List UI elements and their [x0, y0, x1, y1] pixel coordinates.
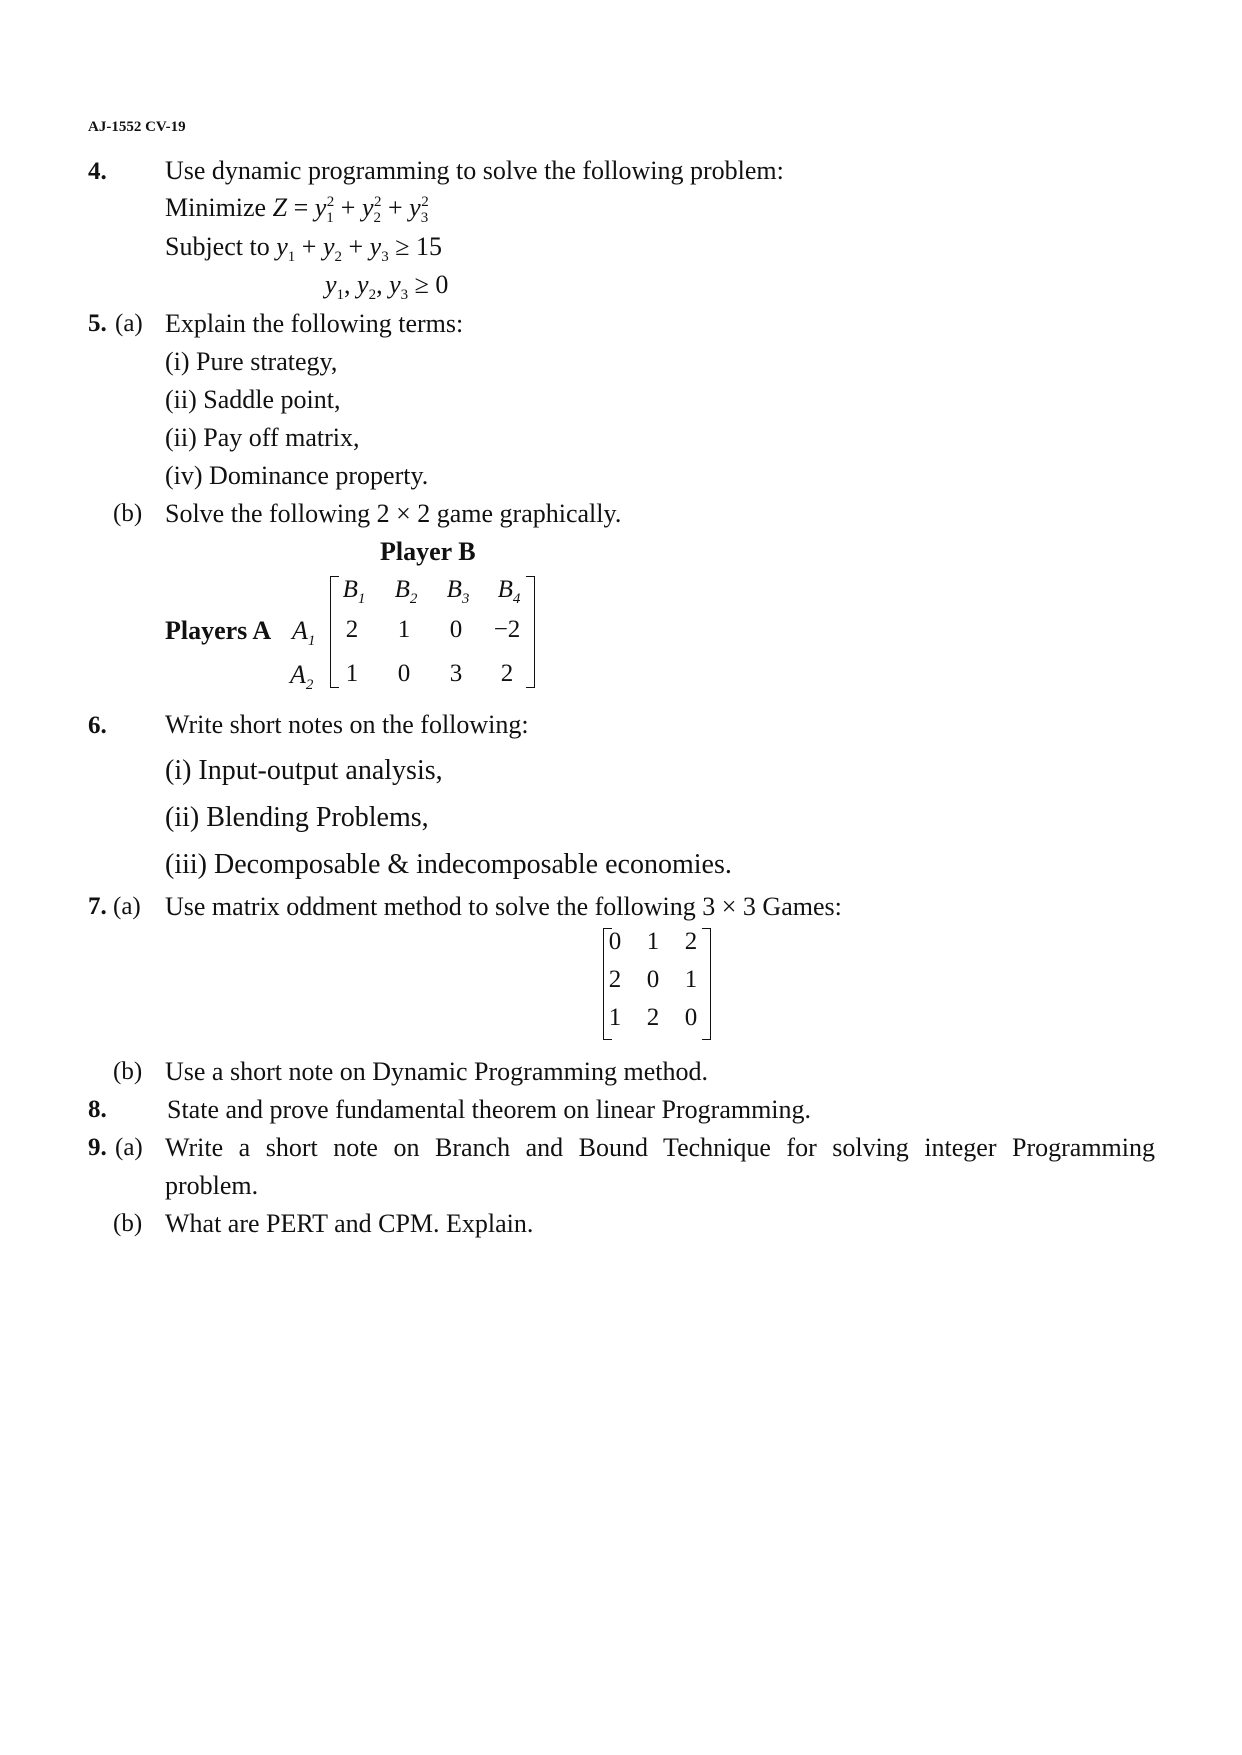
- q5b-text: Solve the following 2 × 2 game graphically.: [165, 499, 622, 528]
- q7a-label: (a): [113, 893, 141, 920]
- q7a-text: Use matrix oddment method to solve the following 3 × 3 Games:: [165, 892, 842, 921]
- payoff-cell: 2: [345, 616, 359, 643]
- player-b-label: Player B: [380, 537, 476, 566]
- q9a-text-line2: problem.: [165, 1171, 259, 1200]
- nonneg-rhs: ≥ 0: [414, 270, 449, 299]
- q6-text: Write short notes on the following:: [165, 710, 529, 739]
- q4-nonnegativity: $y_1$, $y_2$, $y_3 \ge 0$: [325, 270, 449, 304]
- q9a-text-line1: Write a short note on Branch and Bound Technique for solving integer Programming: [165, 1133, 1155, 1162]
- game-cell: 1: [608, 1004, 622, 1031]
- paper-code: AJ-1552 CV-19: [88, 119, 186, 135]
- q5a-text: Explain the following terms:: [165, 309, 464, 338]
- game-cell: 2: [684, 928, 698, 955]
- row-head-a1: $A_1$: [292, 616, 316, 650]
- q8-text: State and prove fundamental theorem on linear Programming.: [167, 1095, 812, 1124]
- payoff-cell: 1: [345, 660, 359, 687]
- col-head-b1: $B_1$: [342, 576, 366, 607]
- game-cell: 0: [684, 1004, 698, 1031]
- col-head-b3: $B_3$: [446, 576, 470, 607]
- subject-to-label: Subject to: [165, 232, 270, 261]
- q4-objective: Minimize $Z = y_1^2 + y_2^2 + y_3^2$: [165, 193, 429, 227]
- q5a-term: (i) Pure strategy,: [165, 347, 338, 376]
- payoff-cell: 0: [449, 616, 463, 643]
- q5-number: 5.: [88, 310, 107, 337]
- q6-item: (iii) Decomposable & indecomposable economies.: [165, 849, 732, 880]
- constraint-rhs: ≥ 15: [395, 232, 442, 261]
- row-head-a2: $A_2$: [290, 660, 314, 694]
- q6-number: 6.: [88, 712, 107, 739]
- q9b-text: What are PERT and CPM. Explain.: [165, 1209, 534, 1238]
- q7b-label: (b): [113, 1058, 143, 1085]
- payoff-cell: 3: [449, 660, 463, 687]
- q5a-term: (ii) Pay off matrix,: [165, 423, 360, 452]
- payoff-cell: 0: [397, 660, 411, 687]
- payoff-cell: −2: [493, 616, 521, 643]
- q9b-label: (b): [113, 1210, 143, 1237]
- q9a-label: (a): [115, 1134, 143, 1161]
- q6-item: (ii) Blending Problems,: [165, 802, 429, 833]
- game-cell: 0: [646, 966, 660, 993]
- q4-text: Use dynamic programming to solve the following problem:: [165, 156, 784, 185]
- q5a-term: (ii) Saddle point,: [165, 385, 341, 414]
- payoff-cell: 1: [397, 616, 411, 643]
- col-head-b4: $B_4$: [497, 576, 521, 607]
- q7-number: 7.: [88, 893, 107, 920]
- players-a-label: Players A: [165, 616, 272, 645]
- q8-number: 8.: [88, 1096, 107, 1123]
- q6-item: (i) Input-output analysis,: [165, 755, 443, 786]
- q5b-label: (b): [113, 500, 143, 527]
- game-cell: 2: [646, 1004, 660, 1031]
- game-cell: 2: [608, 966, 622, 993]
- game-cell: 0: [608, 928, 622, 955]
- q5a-label: (a): [115, 310, 143, 337]
- col-head-b2: $B_2$: [394, 576, 418, 607]
- payoff-cell: 2: [500, 660, 514, 687]
- q4-number: 4.: [88, 158, 107, 185]
- game-cell: 1: [684, 966, 698, 993]
- q7b-text: Use a short note on Dynamic Programming method.: [165, 1057, 709, 1086]
- game-cell: 1: [646, 928, 660, 955]
- q5a-term: (iv) Dominance property.: [165, 461, 429, 490]
- q9-number: 9.: [88, 1134, 107, 1161]
- q4-constraint: Subject to $y_1 + y_2 + y_3 \ge 15$: [165, 232, 442, 266]
- minimize-label: Minimize: [165, 193, 267, 222]
